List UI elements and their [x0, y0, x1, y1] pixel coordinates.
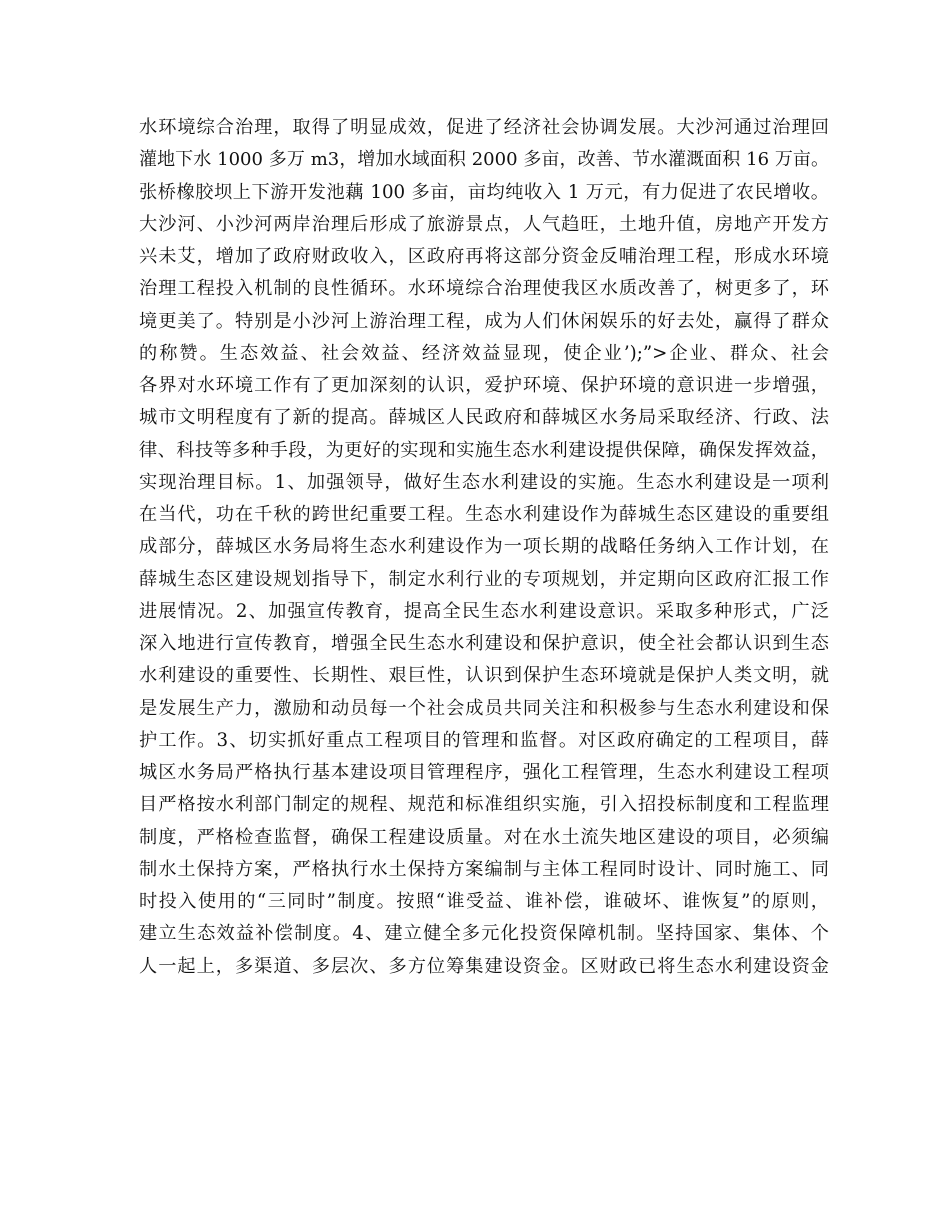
- text-line: 目严格按水利部门制定的规程、规范和标准组织实施，引入招投标制度和工程监理: [139, 794, 829, 816]
- text-line: 灌地下水 1000 多万 m3，增加水域面积 2000 多亩，改善、节水灌溉面积 16 万亩。: [139, 149, 829, 171]
- text-line: 张桥橡胶坝上下游开发池藕 100 多亩，亩均纯收入 1 万元，有力促进了农民增收。: [139, 181, 829, 203]
- text-line: 城市文明程度有了新的提高。薛城区人民政府和薛城区水务局采取经济、行政、法: [139, 407, 829, 429]
- text-line: 在当代，功在千秋的跨世纪重要工程。生态水利建设作为薛城生态区建设的重要组: [139, 504, 829, 525]
- text-line: 建立生态效益补偿制度。4、建立健全多元化投资保障机制。坚持国家、集体、个: [139, 923, 829, 945]
- text-line: 是发展生产力，激励和动员每一个社会成员共同关注和积极参与生态水利建设和保: [139, 697, 829, 719]
- text-line: 城区水务局严格执行基本建设项目管理程序，强化工程管理，生态水利建设工程项: [139, 762, 829, 783]
- text-line: 大沙河、小沙河两岸治理后形成了旅游景点，人气趋旺，土地升值，房地产开发方: [139, 213, 829, 235]
- text-line: 境更美了。特别是小沙河上游治理工程，成为人们休闲娱乐的好去处，赢得了群众: [139, 310, 829, 332]
- text-line: 成部分，薛城区水务局将生态水利建设作为一项长期的战略任务纳入工作计划，在: [139, 536, 829, 558]
- text-line: 进展情况。2、加强宣传教育，提高全民生态水利建设意识。采取多种形式，广泛: [139, 600, 829, 622]
- body-text: [139, 112, 829, 983]
- text-line: 水环境综合治理，取得了明显成效，促进了经济社会协调发展。大沙河通过治理回: [139, 117, 829, 138]
- text-line: 深入地进行宣传教育，增强全民生态水利建设和保护意识，使全社会都认识到生态: [139, 633, 829, 654]
- text-line: 治理工程投入机制的良性循环。水环境综合治理使我区水质改善了，树更多了，环: [139, 278, 829, 300]
- text-line: 制度，严格检查监督，确保工程建设质量。对在水土流失地区建设的项目，必须编: [139, 826, 829, 848]
- text-line: 人一起上，多渠道、多层次、多方位筹集建设资金。区财政已将生态水利建设资金: [139, 955, 829, 977]
- text-line: 兴未艾，增加了政府财政收入，区政府再将这部分资金反哺治理工程，形成水环境: [139, 246, 829, 267]
- text-line: 水利建设的重要性、长期性、艰巨性，认识到保护生态环境就是保护人类文明，就: [139, 665, 829, 687]
- text-line: 制水土保持方案，严格执行水土保持方案编制与主体工程同时设计、同时施工、同: [139, 858, 829, 880]
- text-line: 律、科技等多种手段，为更好的实现和实施生态水利建设提供保障，确保发挥效益，: [139, 439, 829, 461]
- text-line: 薛城生态区建设规划指导下，制定水利行业的专项规划，并定期向区政府汇报工作: [139, 568, 829, 590]
- text-line: 护工作。3、切实抓好重点工程项目的管理和监督。对区政府确定的工程项目，薛: [139, 729, 829, 751]
- text-line: 各界对水环境工作有了更加深刻的认识，爱护环境、保护环境的意识进一步增强，: [139, 375, 829, 396]
- text-line: 的称赞。生态效益、社会效益、经济效益显现，使企业’);”>企业、群众、社会: [139, 342, 829, 364]
- text-line: 时投入使用的“三同时”制度。按照“谁受益、谁补偿，谁破坏、谁恢复”的原则，: [139, 891, 829, 912]
- text-line: 实现治理目标。1、加强领导，做好生态水利建设的实施。生态水利建设是一项利: [139, 471, 829, 493]
